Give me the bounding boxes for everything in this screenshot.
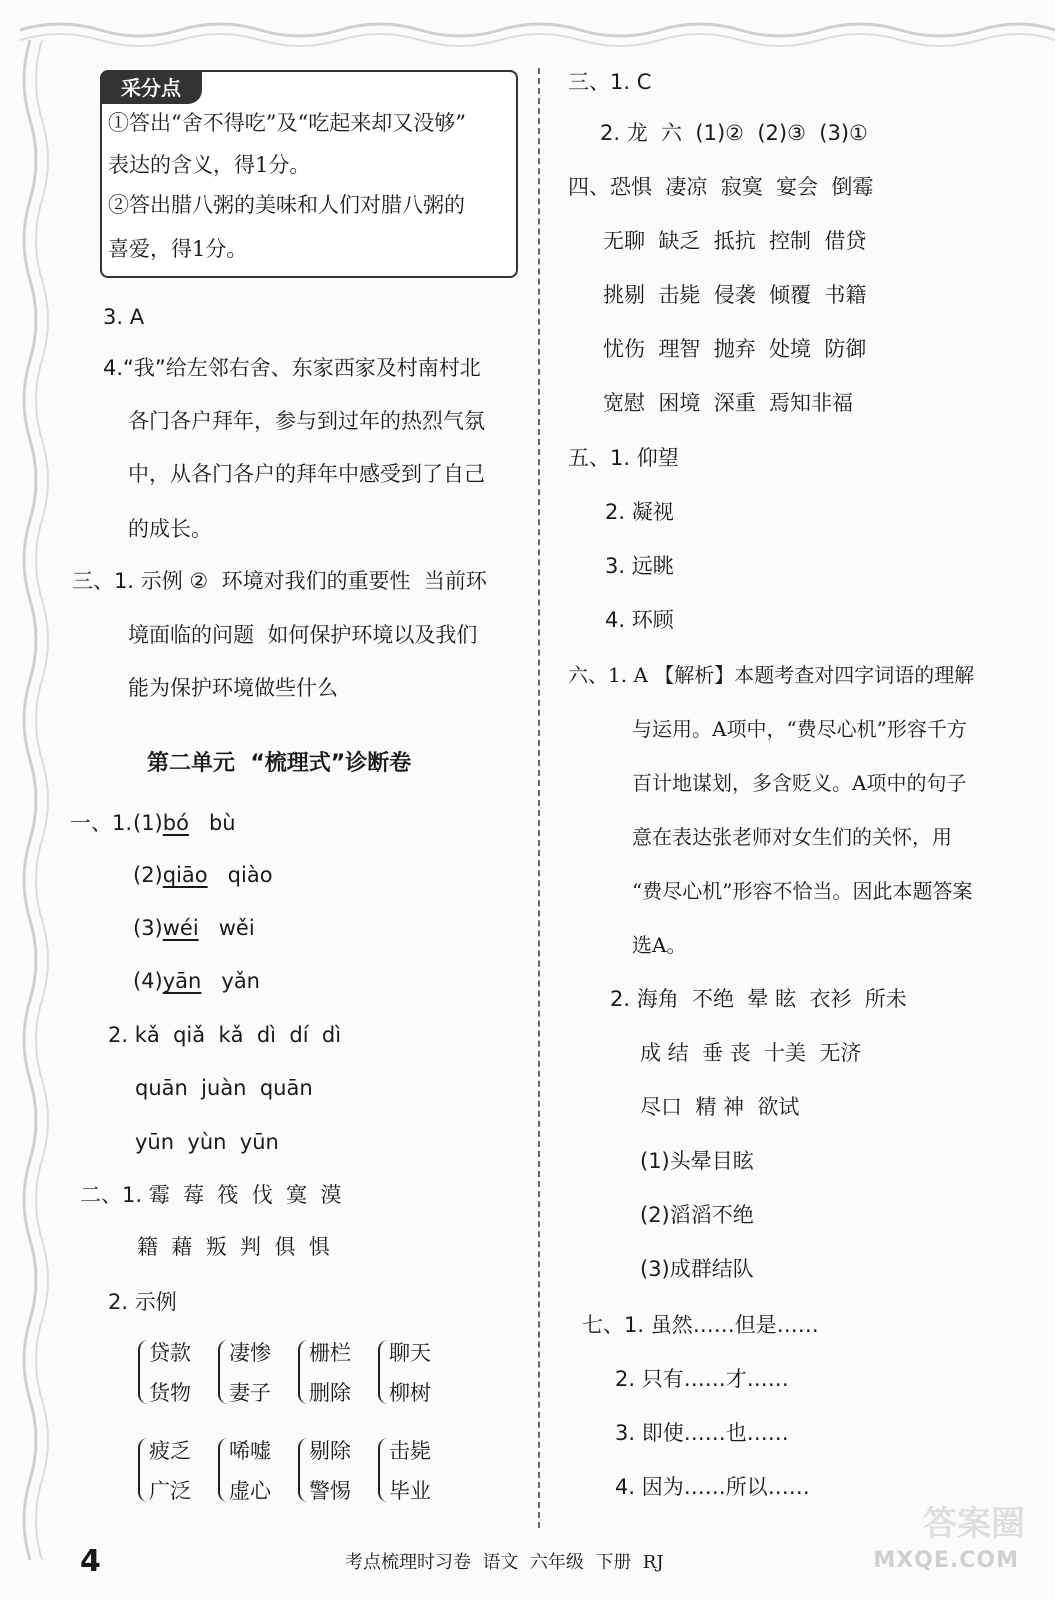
word-pair-item: 栅栏 [309,1341,351,1365]
watermark-logo: 答案圈 [923,1504,1025,1544]
answer-line: 能为保护环境做些什么 [128,676,338,700]
answer-line: 3. 即使……也…… [615,1421,789,1445]
answer-line: 籍 藉 叛 判 俱 惧 [137,1235,330,1259]
section-label: 一、1. [70,811,133,835]
answer-line: (2)滔滔不绝 [640,1203,754,1227]
pinyin-row: (1)bó bù [133,811,236,835]
word-pair-item: 毕业 [389,1479,431,1503]
answer-line: 挑剔 击毙 侵袭 倾覆 书籍 [603,283,867,307]
decorative-wave-border-left [0,0,60,1600]
answer-line: yūn yùn yūn [135,1130,279,1154]
answer-line: 2. 凝视 [605,500,674,524]
scoring-line: 表达的含义，得1分。 [108,153,311,177]
pinyin-row: (3)wéi wěi [133,916,255,940]
pinyin-row: (4)yān yǎn [133,969,260,993]
answer-line: 忧伤 理智 抛弃 处境 防御 [603,337,867,361]
answer-line: 成 结 垂 丧 十美 无济 [640,1041,862,1065]
word-pair-item: 凄惨 [229,1341,271,1365]
analysis-line: 六、1. A 【解析】本题考查对四字词语的理解 [568,663,975,687]
answer-line: 宽慰 困境 深重 焉知非福 [603,391,854,415]
analysis-line: 选A。 [632,933,687,957]
analysis-line: 与运用。A项中，“费尽心机”形容千方 [632,717,967,741]
scoring-line: ①答出“舍不得吃”及“吃起来却又没够” [108,111,466,135]
word-pair-item: 击毙 [389,1439,431,1463]
word-pair-item: 疲乏 [149,1439,191,1463]
word-pair-item: 虚心 [229,1479,271,1503]
answer-line: 4. 因为……所以…… [615,1475,810,1499]
word-pair-item: 货物 [149,1381,191,1405]
answer-line: 4. 环顾 [605,608,674,632]
answer-line: 三、1. 示例 ② 环境对我们的重要性 当前环 [72,569,487,593]
word-pair-item: 聊天 [389,1341,431,1365]
answer-line: 五、1. 仰望 [568,446,679,470]
answer-line: 境面临的问题 如何保护环境以及我们 [128,623,478,647]
answer-line: 二、1. 霉 莓 筏 伐 寞 漠 [80,1183,342,1207]
word-pair-item: 广泛 [149,1479,191,1503]
watermark-url: MXQE.COM [873,1548,1019,1573]
answer-line: 2. 只有……才…… [615,1367,789,1391]
decorative-wave-border-top [0,0,1055,52]
word-pair-item: 剔除 [309,1439,351,1463]
answer-line: 四、恐惧 凄凉 寂寞 宴会 倒霉 [568,175,874,199]
word-pair-item: 删除 [309,1381,351,1405]
answer-line: 无聊 缺乏 抵抗 控制 借贷 [603,229,867,253]
footer-text: 考点梳理时习卷 语文 六年级 下册 RJ [345,1552,664,1573]
column-divider [538,68,540,1528]
answer-line: (1)头晕目眩 [640,1149,754,1173]
word-pair-item: 柳树 [389,1381,431,1405]
answer-line: 3. A [103,305,145,329]
analysis-line: 百计地谋划，多含贬义。A项中的句子 [632,771,967,795]
answer-line: 的成长。 [128,517,212,541]
word-pair-item: 警惕 [309,1479,351,1503]
answer-line: 3. 远眺 [605,554,674,578]
answer-line: (3)成群结队 [640,1257,754,1281]
answer-line: 4.“我”给左邻右舍、东家西家及村南村北 [103,356,481,380]
scoring-line: ②答出腊八粥的美味和人们对腊八粥的 [108,193,465,217]
word-pair-item: 贷款 [149,1341,191,1365]
scoring-points-tag: 采分点 [100,72,202,104]
page-number: 4 [80,1544,101,1579]
answer-line: 各门各户拜年，参与到过年的热烈气氛 [128,409,485,433]
answer-line: 2. kǎ qiǎ kǎ dì dí dì [108,1023,342,1047]
answer-line: 2. 海角 不绝 晕 眩 衣衫 所未 [610,987,907,1011]
unit-title: 第二单元 “梳理式”诊断卷 [147,751,412,776]
analysis-line: 意在表达张老师对女生们的关怀，用 [632,825,952,849]
answer-line: 七、1. 虽然……但是…… [582,1313,819,1337]
answer-line: 三、1. C [568,70,652,94]
word-pair-item: 唏嘘 [229,1439,271,1463]
answer-line: 2. 龙 六 (1)② (2)③ (3)① [600,121,868,145]
answer-line: quān juàn quān [135,1076,313,1100]
analysis-line: “费尽心机”形容不恰当。因此本题答案 [632,879,973,903]
answer-line: 尽口 精 神 欲试 [640,1095,800,1119]
answer-line: 中，从各门各户的拜年中感受到了自己 [128,462,485,486]
pinyin-row: (2)qiāo qiào [133,863,273,887]
word-pair-item: 妻子 [229,1381,271,1405]
answer-line: 2. 示例 [108,1290,177,1314]
scoring-line: 喜爱，得1分。 [108,237,248,261]
